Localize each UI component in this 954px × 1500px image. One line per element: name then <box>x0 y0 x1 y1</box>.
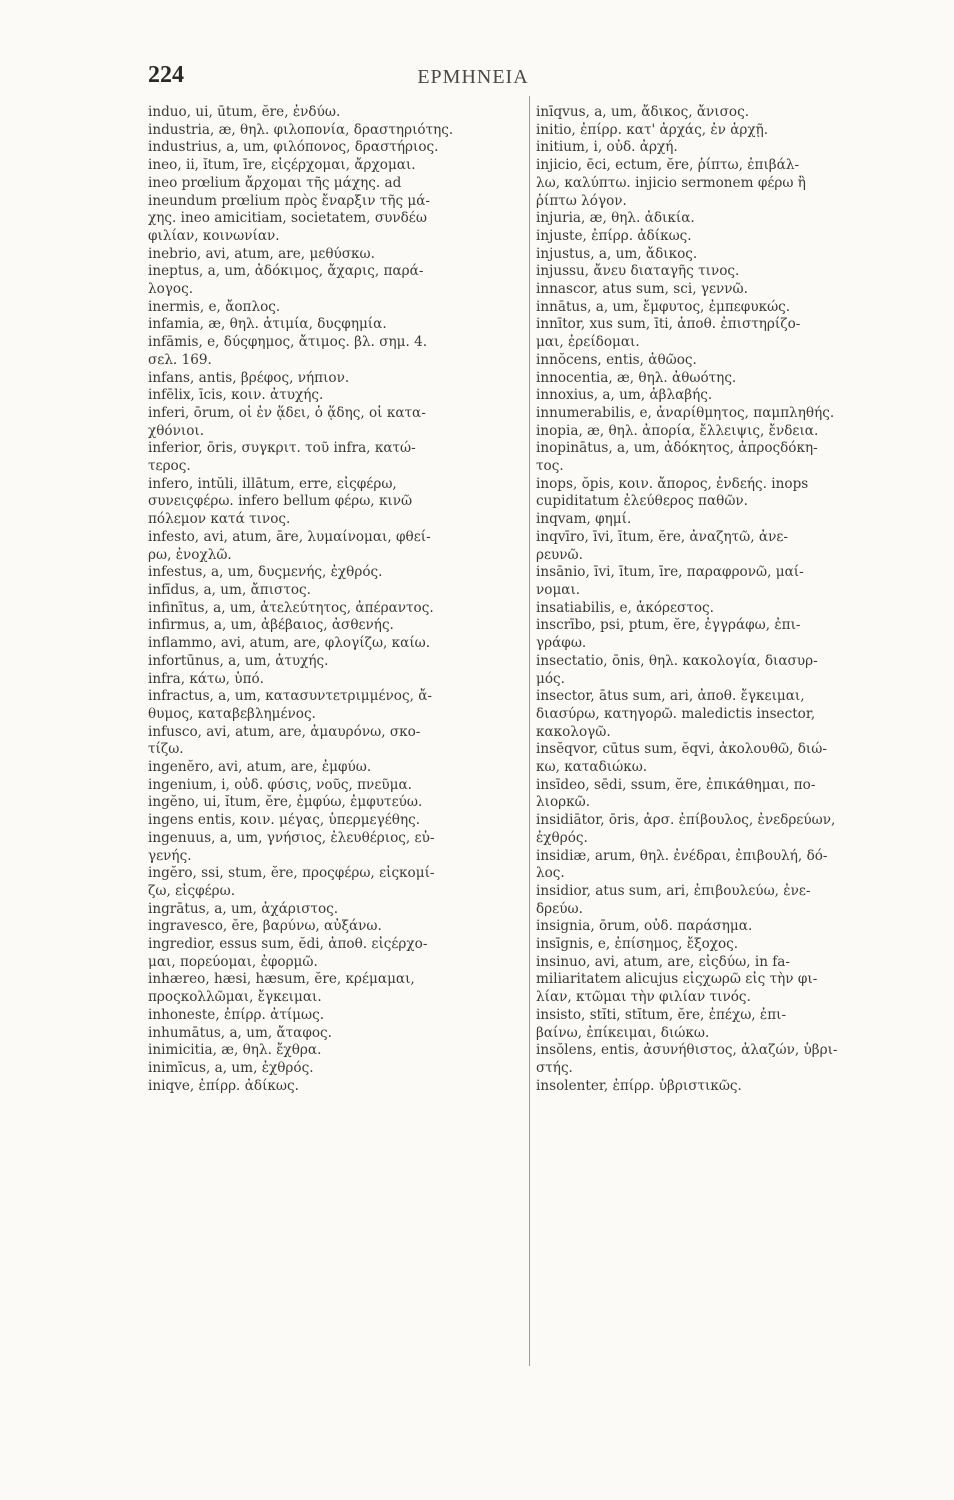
entry-line: infinītus, a, um, ἀτελεύτητος, ἀπέραντος. <box>148 599 434 616</box>
entry-line: iniqve, ἐπίρρ. ἀδίκως. <box>148 1077 299 1094</box>
entry-line: induo, ui, ūtum, ĕre, ἐνδύω. <box>148 104 341 120</box>
entry-line: insectatio, ōnis, θηλ. κακολογία, διασυρ- <box>536 652 818 669</box>
entry-line: infusco, avi, atum, are, ἀμαυρόνω, σκο- <box>148 723 421 740</box>
entry-line: infractus, a, um, κατασυντετριμμένος, ἄ- <box>148 688 432 705</box>
entry-line: γενής. <box>148 847 192 864</box>
running-title: ΕΡΜΗΝΕΙΑ <box>417 66 529 88</box>
entry-line: inhæreo, hæsi, hæsum, ĕre, κρέμαμαι, <box>148 971 415 988</box>
entry-line: innumerabilis, e, ἀναρίθμητος, παμπληθής. <box>536 404 835 421</box>
entry-line: γράφω. <box>536 635 587 652</box>
entry-line: inqvīro, īvi, ītum, ĕre, ἀναζητῶ, ἀνε- <box>536 528 788 545</box>
entry-line: industria, æ, θηλ. φιλοπονία, δραστηριότης. <box>148 121 454 138</box>
entry-line: inimīcus, a, um, ἐχθρός. <box>148 1059 314 1076</box>
entry-line: inimicitia, æ, θηλ. ἔχθρα. <box>148 1042 322 1059</box>
entry-line: ingrātus, a, um, ἀχάριστος. <box>148 900 339 917</box>
entry-line: innoxius, a, um, ἀβλαβής. <box>536 387 713 404</box>
entry-line: insisto, stĭti, stĭtum, ĕre, ἐπέχω, ἐπι- <box>536 1006 787 1023</box>
entry-line: infamia, æ, θηλ. ἀτιμία, δυςφημία. <box>148 316 387 333</box>
entry-line: inhumātus, a, um, ἄταφος. <box>148 1024 332 1041</box>
entry-line: λος. <box>536 865 565 882</box>
entry-line: innocentia, æ, θηλ. ἀθωότης. <box>536 369 737 386</box>
entry-line: βαίνω, ἐπίκειμαι, διώκω. <box>536 1024 710 1041</box>
entry-line: ingĕro, ssi, stum, ĕre, προςφέρω, εἰςκομί- <box>148 865 435 882</box>
entry-line: ingenuus, a, um, γνήσιος, ἐλευθέριος, εὐ- <box>148 829 435 846</box>
entry-line: μαι, πορεύομαι, ἐφορμῶ. <box>148 953 318 970</box>
entry-line: ρευνῶ. <box>536 546 583 563</box>
entry-line: φιλίαν, κοινωνίαν. <box>148 227 280 244</box>
entry-line: πόλεμον κατά τινος. <box>148 511 291 528</box>
entry-line: inebrio, avi, atum, are, μεθύσκω. <box>148 245 375 262</box>
entry-line: injussu, ἄνευ διαταγῆς τινος. <box>536 263 740 280</box>
entry-line: infīdus, a, um, ἄπιστος. <box>148 581 311 598</box>
entry-line: ineo prœlium ἄρχομαι τῆς μάχης. ad <box>148 174 402 191</box>
entry-line: inflammo, avi, atum, are, φλογίζω, καίω. <box>148 635 431 652</box>
entry-line: ineo, ii, ĭtum, īre, εἰςέρχομαι, ἄρχομαι. <box>148 157 416 174</box>
entry-line: κακολογῶ. <box>536 723 611 740</box>
entry-line: τίζω. <box>148 741 184 758</box>
entry-line: μός. <box>536 670 565 687</box>
entry-line: ζω, εἰςφέρω. <box>148 882 236 899</box>
entry-line: τερος. <box>148 458 191 475</box>
entry-line: insidiātor, ōris, ἀρσ. ἐπίβουλος, ἐνεδρεύων, <box>536 812 836 829</box>
entry-line: inferior, ōris, συγκριτ. τοῦ infra, κατώ- <box>148 440 416 457</box>
entry-line: ingenĕro, avi, atum, are, ἐμφύω. <box>148 759 372 776</box>
entry-line: νομαι. <box>536 581 581 598</box>
entry-line: infesto, avi, atum, āre, λυμαίνομαι, φθεί- <box>148 528 431 545</box>
entry-line: διασύρω, κατηγορῶ. maledictis insector, <box>536 705 816 722</box>
entry-line: cupiditatum ἐλεύθερος παθῶν. <box>536 493 748 510</box>
entry-line: infans, antis, βρέφος, νήπιον. <box>148 369 350 386</box>
entry-line: θυμος, καταβεβλημένος. <box>148 705 316 722</box>
entry-line: insatiabilis, e, ἀκόρεστος. <box>536 599 714 616</box>
entry-line: τος. <box>536 458 564 475</box>
entry-line: infēlix, īcis, κοιν. ἀτυχής. <box>148 387 324 404</box>
entry-line: ῥίπτω λόγον. <box>536 192 627 209</box>
entry-line: injuria, æ, θηλ. ἀδικία. <box>536 210 695 227</box>
entry-line: infra, κάτω, ὑπό. <box>148 670 265 687</box>
entry-line: innītor, xus sum, īti, ἀποθ. ἐπιστηρίζο- <box>536 316 801 333</box>
right-column <box>536 104 926 1095</box>
entry-line: insidior, atus sum, ari, ἐπιβουλεύω, ἐνε- <box>536 882 811 899</box>
entry-line: infortūnus, a, um, ἀτυχής. <box>148 652 329 669</box>
entry-line: insinuo, avi, atum, are, εἰςδύω, in fa- <box>536 953 790 970</box>
entry-line: innŏcens, entis, ἀθῶος. <box>536 351 697 368</box>
entry-line: infero, intŭli, illātum, erre, εἰςφέρω, <box>148 475 397 492</box>
entry-line: δρεύω. <box>536 900 583 917</box>
entry-line: inermis, e, ἄοπλος. <box>148 298 281 315</box>
entry-line: ingredior, essus sum, ĕdi, ἀποθ. εἰςέρχο- <box>148 936 428 953</box>
entry-line: κω, καταδιώκω. <box>536 759 648 776</box>
entry-line: inferi, ōrum, οἱ ἐν ᾅδει, ὁ ᾅδης, οἱ κατα- <box>148 404 426 421</box>
entry-line: σελ. 169. <box>148 351 212 368</box>
entry-line: ρω, ἐνοχλῶ. <box>148 546 232 563</box>
entry-line: insĕqvor, cūtus sum, ĕqvi, ἀκολουθῶ, διώ- <box>536 741 827 758</box>
entry-line: insīgnis, e, ἐπίσημος, ἔξοχος. <box>536 936 739 953</box>
entry-line: ingens entis, κοιν. μέγας, ὑπερμεγέθης. <box>148 812 421 829</box>
entry-line: inhoneste, ἐπίρρ. ἀτίμως. <box>148 1006 325 1023</box>
entry-line: infāmis, e, δύςφημος, ἄτιμος. βλ. σημ. 4. <box>148 334 428 351</box>
entry-line: insŏlens, entis, ἀσυνήθιστος, ἀλαζών, ὑβρι- <box>536 1042 838 1059</box>
entry-line: innātus, a, um, ἔμφυτος, ἐμπεφυκώς. <box>536 298 791 315</box>
entry-line: insector, ātus sum, ari, ἀποθ. ἔγκειμαι, <box>536 688 805 705</box>
entry-line: inqvam, φημί. <box>536 511 632 528</box>
entry-line: λίαν, κτῶμαι τὴν φιλίαν τινός. <box>536 989 751 1006</box>
entry-line: ineundum prœlium πρὸς ἔναρξιν τῆς μά- <box>148 192 431 209</box>
entry-line: ingravesco, ĕre, βαρύνω, αὐξάνω. <box>148 918 382 935</box>
entry-line: insīdeo, sēdi, ssum, ĕre, ἐπικάθημαι, πο- <box>536 776 816 793</box>
entry-line: infirmus, a, um, ἀβέβαιος, ἀσθενής. <box>148 617 394 634</box>
entry-line: λιορκῶ. <box>536 794 591 811</box>
entry-line: προςκολλῶμαι, ἔγκειμαι. <box>148 989 322 1006</box>
entry-line: χης. ineo amicitiam, societatem, συνδέω <box>148 210 427 227</box>
entry-line: inopia, æ, θηλ. ἀπορία, ἔλλειψις, ἔνδεια. <box>536 422 819 439</box>
entry-line: insolenter, ἐπίρρ. ὑβριστικῶς. <box>536 1077 742 1094</box>
entry-line: ingenium, i, οὐδ. φύσις, νοῦς, πνεῦμα. <box>148 776 412 793</box>
entry-line: infestus, a, um, δυςμενής, ἐχθρός. <box>148 564 383 581</box>
entry-line: λω, καλύπτω. injicio sermonem φέρω ἢ <box>536 174 806 191</box>
entry-line: μαι, ἐρείδομαι. <box>536 334 640 351</box>
entry-line: inopinātus, a, um, ἀδόκητος, ἀπροςδόκη- <box>536 440 818 457</box>
entry-line: injicio, ēci, ectum, ĕre, ῥίπτω, ἐπιβάλ- <box>536 157 800 174</box>
entry-line: miliaritatem alicujus εἰςχωρῶ εἰς τὴν φι- <box>536 971 818 988</box>
entry-line: ἐχθρός. <box>536 829 588 846</box>
page-header <box>148 62 798 102</box>
entry-line: inscrībo, psi, ptum, ĕre, ἐγγράφω, ἐπι- <box>536 617 801 634</box>
entry-line: συνειςφέρω. infero bellum φέρω, κινῶ <box>148 493 413 510</box>
entry-line: ingĕno, ui, ĭtum, ĕre, ἐμφύω, ἐμφυτεύω. <box>148 794 423 811</box>
entry-line: λογος. <box>148 281 194 298</box>
entry-line: insidiæ, arum, θηλ. ἐνέδραι, ἐπιβουλή, δό- <box>536 847 828 864</box>
entry-line: στής. <box>536 1059 573 1076</box>
entry-line: initium, i, οὐδ. ἀρχή. <box>536 139 678 156</box>
entry-line: ineptus, a, um, ἀδόκιμος, ἄχαρις, παρά- <box>148 263 424 280</box>
entry-line: injustus, a, um, ἄδικος. <box>536 245 698 262</box>
entry-line: χθόνιοι. <box>148 422 205 439</box>
entry-line: inops, ŏpis, κοιν. ἄπορος, ἐνδεής. inops <box>536 475 809 492</box>
page-number: 224 <box>148 62 184 88</box>
entry-line: insignia, ōrum, οὐδ. παράσημα. <box>536 918 753 935</box>
entry-line: injuste, ἐπίρρ. ἀδίκως. <box>536 227 692 244</box>
entry-line: inīqvus, a, um, ἄδικος, ἄνισος. <box>536 104 750 120</box>
left-column <box>148 104 524 1095</box>
column-divider <box>529 96 530 1366</box>
entry-line: initio, ἐπίρρ. κατ' ἀρχάς, ἐν ἀρχῇ. <box>536 121 769 138</box>
entry-line: innascor, atus sum, sci, γεννῶ. <box>536 281 748 298</box>
entry-line: insānio, īvi, ītum, īre, παραφρονῶ, μαί- <box>536 564 804 581</box>
entry-line: industrius, a, um, φιλόπονος, δραστήριος. <box>148 139 439 156</box>
